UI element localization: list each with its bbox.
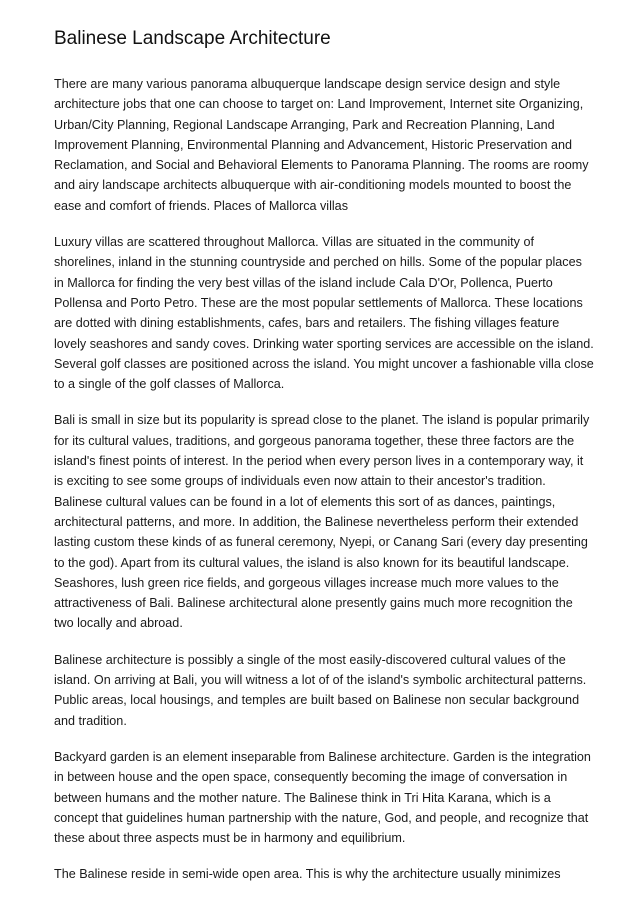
paragraph-1: There are many various panorama albuquerque landscape design service design and style architecture jobs that one can choose to target on: Land Improvement, Internet site Organizing, Urban/City Planning, Regional Landscape Arranging, Park and Recreation Planning, Land Improvement Planning, Environmental Planning and Advancement, Historic Preservation and Reclamation, and Social and Behavioral Elements to Panorama Planning. The rooms are roomy and airy landscape architects albuquerque with air-conditioning models mounted to boost the ease and comfort of friends. Places of Mallorca villas [54,77,589,213]
document-page [54,26,594,901]
paragraph-6: The Balinese reside in semi-wide open area. This is why the architecture usually minimizes [54,867,561,882]
paragraph-5: Backyard garden is an element inseparable from Balinese architecture. Garden is the integration in between house and the open space, consequently becoming the image of conversation in between humans and the mother nature. The Balinese think in Tri Hita Karana, which is a concept that guidelines human partnership with the nature, God, and people, and recognize that these about three aspects must be in harmony and equilibrium. [54,749,591,846]
paragraph-4: Balinese architecture is possibly a single of the most easily-discovered cultural values of the island. On arriving at Bali, you will witness a lot of of the island's symbolic architectural patterns. Public areas, local housings, and temples are built based on Balinese non secular background and tradition. [54,652,587,728]
document-title: Balinese Landscape Architecture [54,28,331,49]
paragraph-3: Bali is small in size but its popularity is spread close to the planet. The island is popular primarily for its cultural values, traditions, and gorgeous panorama together, these three factors are the island's finest points of interest. In the period when every person lives in a contemporary way, it is exciting to see some groups of individuals even now attain to their ancestor's tradition. Balinese cultural values can be found in a lot of elements this sort of as dances, paintings, architectural patterns, and more. In addition, the Balinese nevertheless perform their extended lasting custom these kinds of as funeral ceremony, Nyepi, or Canang Sari (every day presenting to the god). Apart from its cultural values, the island is also known for its beautiful landscape. Seashores, lush green rice fields, and gorgeous villages increase much more values to the attractiveness of Bali. Balinese architectural alone presently gains much more recognition the two locally and abroad. [54,413,590,631]
paragraph-2: Luxury villas are scattered throughout Mallorca. Villas are situated in the community of shorelines, inland in the stunning countryside and perched on hills. Some of the popular places in Mallorca for finding the very best villas of the island include Cala D'Or, Pollenca, Puerto Pollensa and Porto Petro. These are the most popular settlements of Mallorca. These locations are dotted with dining establishments, cafes, bars and retailers. The fishing villages feature lovely seashores and sandy coves. Drinking water sporting services are accessible on the island. Several golf classes are positioned across the island. You might uncover a fashionable villa close to a single of the golf classes of Mallorca. [54,235,594,392]
